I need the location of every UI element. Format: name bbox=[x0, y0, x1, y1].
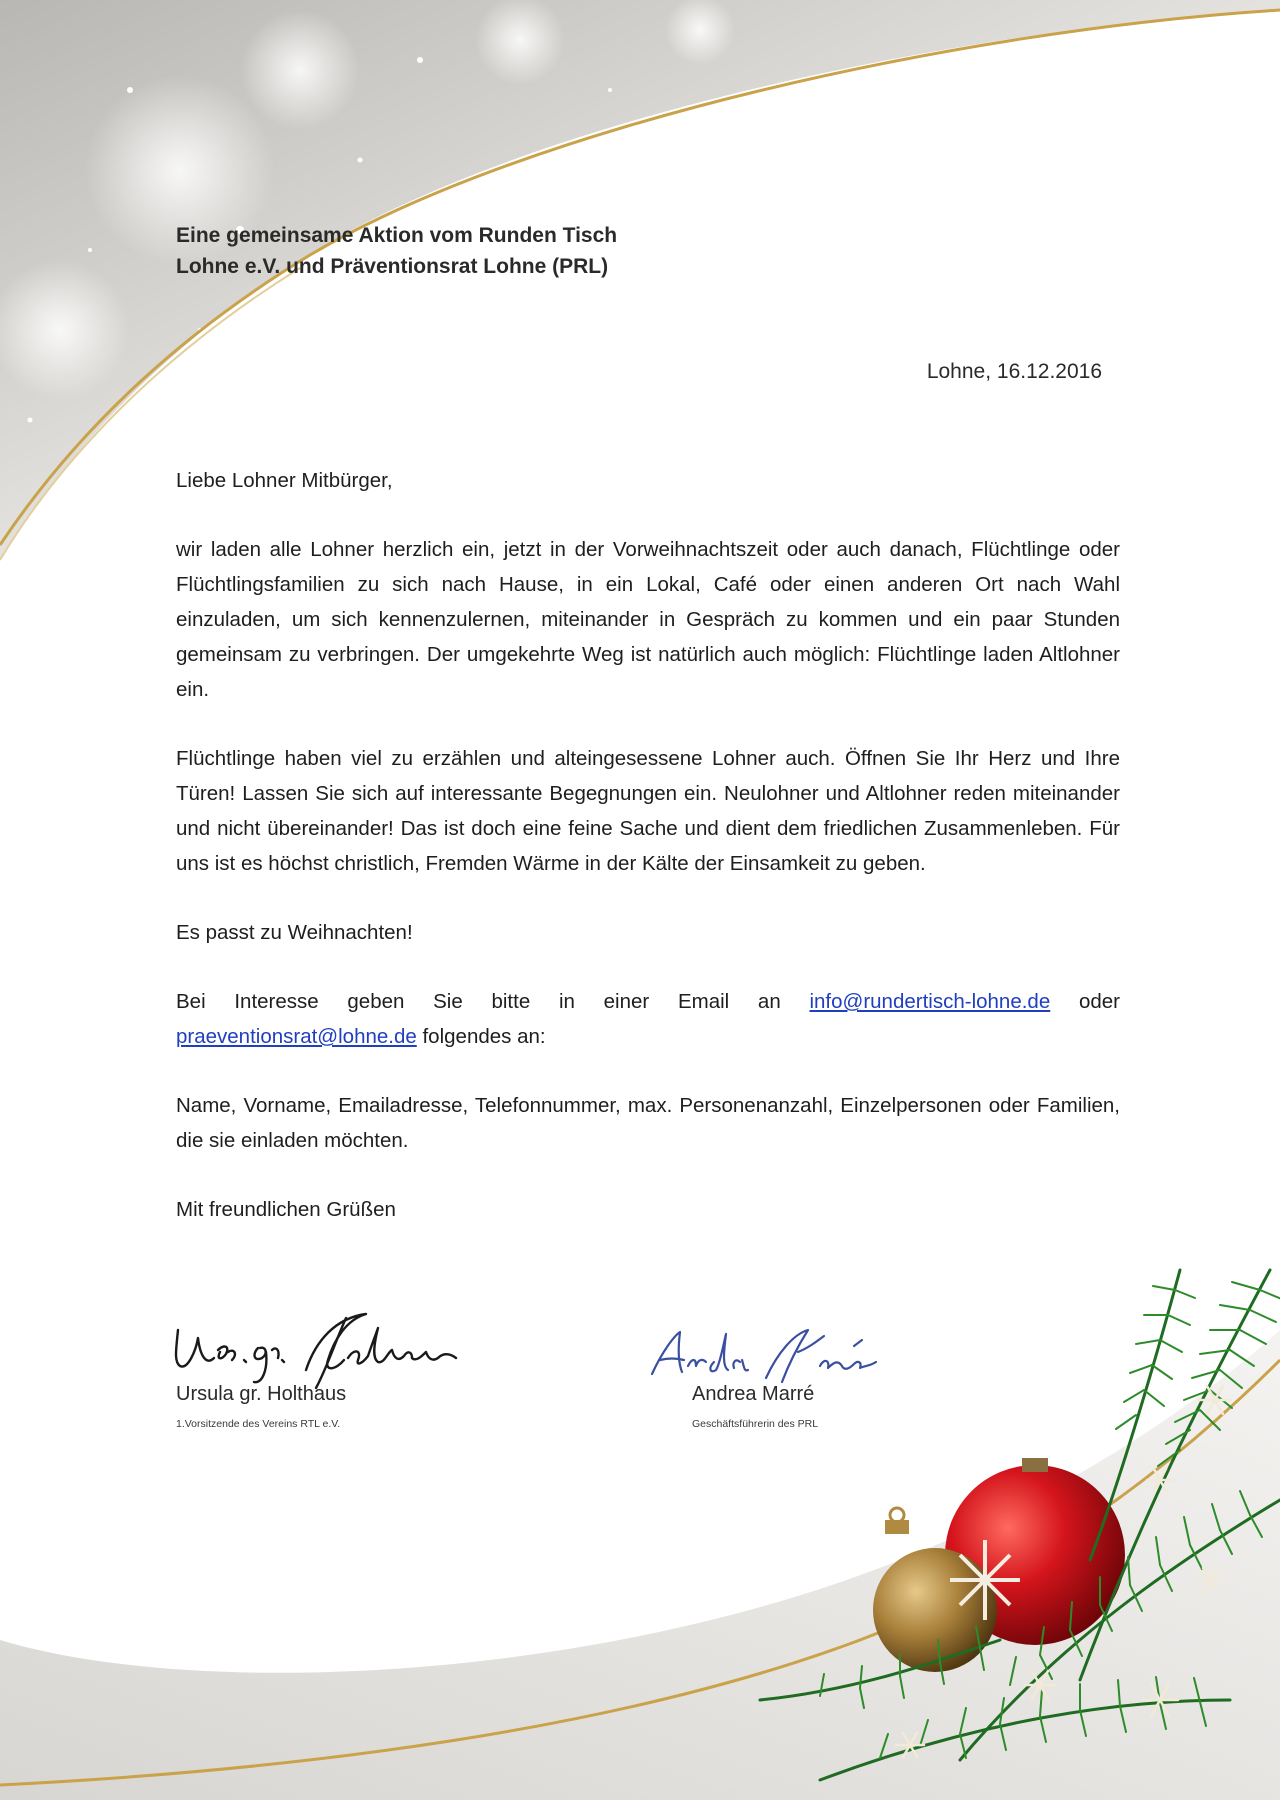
signatory-name-1: Ursula gr. Holthaus bbox=[176, 1383, 347, 1405]
signature-marre bbox=[648, 1322, 888, 1392]
signatory-role-1: 1.Vorsitzende des Vereins RTL e.V. bbox=[176, 1418, 341, 1430]
letter-date: Lohne, 16.12.2016 bbox=[926, 360, 1102, 383]
paragraph-contact bbox=[176, 984, 1120, 1054]
contact-intro: Bei Interesse geben Sie bitte in einer Email an bbox=[176, 990, 781, 1013]
letter-heading bbox=[176, 220, 617, 282]
heading-line-1: Eine gemeinsame Aktion vom Runden Tisch bbox=[176, 224, 618, 247]
signatory-name-2: Andrea Marré bbox=[692, 1383, 815, 1405]
letter-body bbox=[176, 463, 1120, 1261]
closing: Mit freundlichen Grüßen bbox=[176, 1198, 396, 1221]
paragraph-christmas: Es passt zu Weihnachten! bbox=[176, 921, 413, 944]
paragraph-invitation: wir laden alle Lohner herzlich ein, jetzt in der Vorweihnachtszeit oder auch danach, Flüchtlinge oder Flüchtlingsfamilien zu sich nach Hause, in ein Lokal, Café oder einen anderen Ort nach Wahl einzuladen, um sich kennenzulernen, miteinander in Gespräch zu kommen und ein paar Stunden gemeinsam zu verbringen. Der umgekehrte Weg ist natürlich auch möglich: Flüchtlinge laden Altlohner ein. bbox=[176, 538, 1120, 701]
contact-outro: folgendes an: bbox=[422, 1025, 546, 1048]
signatory-role-2: Geschäftsführerin des PRL bbox=[692, 1418, 819, 1430]
heading-line-2: Lohne e.V. und Präventionsrat Lohne (PRL) bbox=[176, 255, 609, 278]
salutation: Liebe Lohner Mitbürger, bbox=[176, 469, 393, 492]
paragraph-stories: Flüchtlinge haben viel zu erzählen und alteingesessene Lohner auch. Öffnen Sie Ihr Herz und Ihre Türen! Lassen Sie sich auf interessante Begegnungen ein. Neulohner und Altlohner reden miteinander und nicht übereinander! Das ist doch eine feine Sache und dient dem friedlichen Zusammenleben. Für uns ist es höchst christlich, Fremden Wärme in der Kälte der Einsamkeit zu geben. bbox=[176, 747, 1120, 875]
signature-holthaus bbox=[166, 1300, 486, 1390]
paragraph-details: Name, Vorname, Emailadresse, Telefonnummer, max. Personenanzahl, Einzelpersonen oder Familien, die sie einladen möchten. bbox=[176, 1094, 1120, 1152]
contact-connector: oder bbox=[1078, 990, 1120, 1013]
email-link-praeventionsrat[interactable]: praeventionsrat@lohne.de bbox=[176, 1025, 417, 1048]
email-link-rundertisch[interactable]: info@rundertisch-lohne.de bbox=[809, 990, 1051, 1013]
